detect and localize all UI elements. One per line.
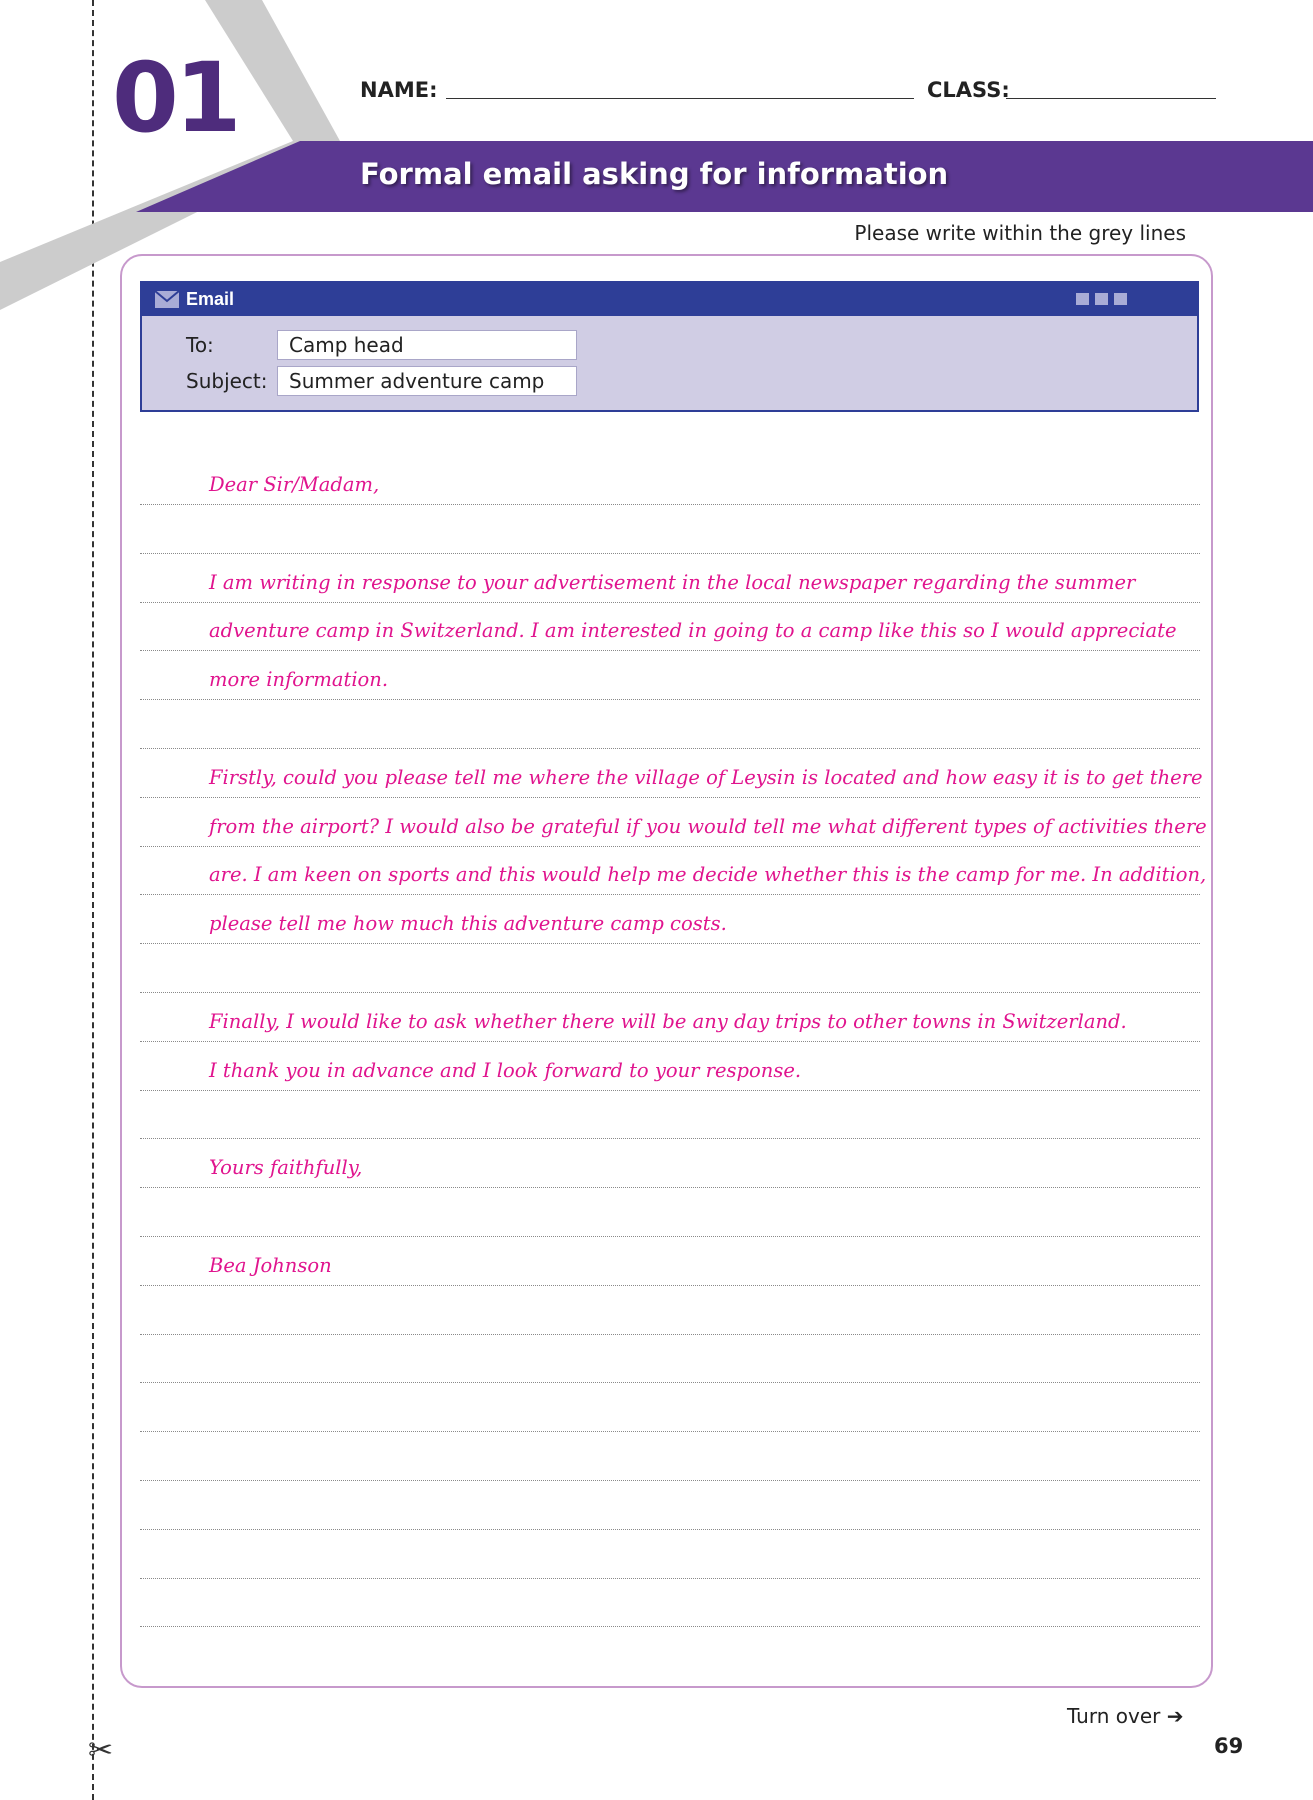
writing-rule[interactable] xyxy=(140,943,1200,944)
writing-rule[interactable] xyxy=(140,1138,1200,1139)
turn-over-label: Turn over xyxy=(1067,1704,1161,1728)
email-window-label: Email xyxy=(186,289,235,309)
handwritten-line: adventure camp in Switzerland. I am interested in going to a camp like this so I would appreciate xyxy=(209,619,1177,643)
turn-over-note xyxy=(1067,1704,1183,1728)
email-header-panel xyxy=(140,281,1199,412)
unit-number: 01 xyxy=(112,42,238,154)
window-button-icon xyxy=(1095,293,1108,305)
writing-rule[interactable] xyxy=(140,602,1200,603)
writing-rule[interactable] xyxy=(140,1382,1200,1383)
handwritten-line: are. I am keen on sports and this would help me decide whether this is the camp for me. In addition, xyxy=(209,863,1207,887)
writing-rule[interactable] xyxy=(140,1529,1200,1530)
writing-rule[interactable] xyxy=(140,1431,1200,1432)
class-label: CLASS: xyxy=(927,78,1010,102)
handwritten-line: I am writing in response to your advertisement in the local newspaper regarding the summer xyxy=(209,570,1136,594)
name-line[interactable] xyxy=(446,98,914,99)
handwritten-line: Firstly, could you please tell me where the village of Leysin is located and how easy it is to get there xyxy=(209,765,1203,789)
subject-label: Subject: xyxy=(186,369,268,393)
writing-frame xyxy=(120,254,1213,1688)
window-button-icon xyxy=(1076,293,1089,305)
writing-rule[interactable] xyxy=(140,748,1200,749)
writing-rule[interactable] xyxy=(140,1090,1200,1091)
writing-rule[interactable] xyxy=(140,1334,1200,1335)
window-button-icon xyxy=(1114,293,1127,305)
subject-field[interactable]: Summer adventure camp xyxy=(277,366,577,396)
page-title: Formal email asking for information xyxy=(360,157,949,191)
writing-rule[interactable] xyxy=(140,1285,1200,1286)
writing-rule[interactable] xyxy=(140,894,1200,895)
name-label: NAME: xyxy=(360,78,438,102)
writing-rule[interactable] xyxy=(140,1480,1200,1481)
to-label: To: xyxy=(186,333,214,357)
writing-rule[interactable] xyxy=(140,650,1200,651)
handwritten-line: I thank you in advance and I look forward to your response. xyxy=(209,1058,802,1082)
handwritten-line: Finally, I would like to ask whether there will be any day trips to other towns in Switzerland. xyxy=(209,1009,1127,1033)
handwritten-line: Bea Johnson xyxy=(209,1253,332,1277)
writing-rule[interactable] xyxy=(140,1236,1200,1237)
handwritten-line: Dear Sir/Madam, xyxy=(209,473,380,496)
writing-rule[interactable] xyxy=(140,1578,1200,1579)
handwritten-line: from the airport? I would also be grateful if you would tell me what different types of activities there xyxy=(209,814,1207,838)
to-field[interactable]: Camp head xyxy=(277,330,577,360)
writing-rule[interactable] xyxy=(140,846,1200,847)
page-number: 69 xyxy=(1214,1734,1244,1758)
handwritten-line: more information. xyxy=(209,668,389,692)
arrow-right-icon: ➔ xyxy=(1166,1704,1184,1728)
writing-rule[interactable] xyxy=(140,1187,1200,1188)
instruction-text: Please write within the grey lines xyxy=(854,221,1186,245)
writing-rule[interactable] xyxy=(140,553,1200,554)
handwritten-line: please tell me how much this adventure camp costs. xyxy=(209,912,727,936)
scissors-icon: ✂ xyxy=(88,1733,114,1768)
class-line[interactable] xyxy=(1006,98,1216,99)
writing-rule[interactable] xyxy=(140,1041,1200,1042)
writing-rule[interactable] xyxy=(140,992,1200,993)
writing-rule[interactable] xyxy=(140,699,1200,700)
envelope-icon xyxy=(154,290,180,309)
writing-rule[interactable] xyxy=(140,1626,1200,1627)
email-title-bar xyxy=(142,283,1197,316)
writing-rule[interactable] xyxy=(140,797,1200,798)
handwritten-line: Yours faithfully, xyxy=(209,1156,363,1180)
writing-rule[interactable] xyxy=(140,504,1200,505)
